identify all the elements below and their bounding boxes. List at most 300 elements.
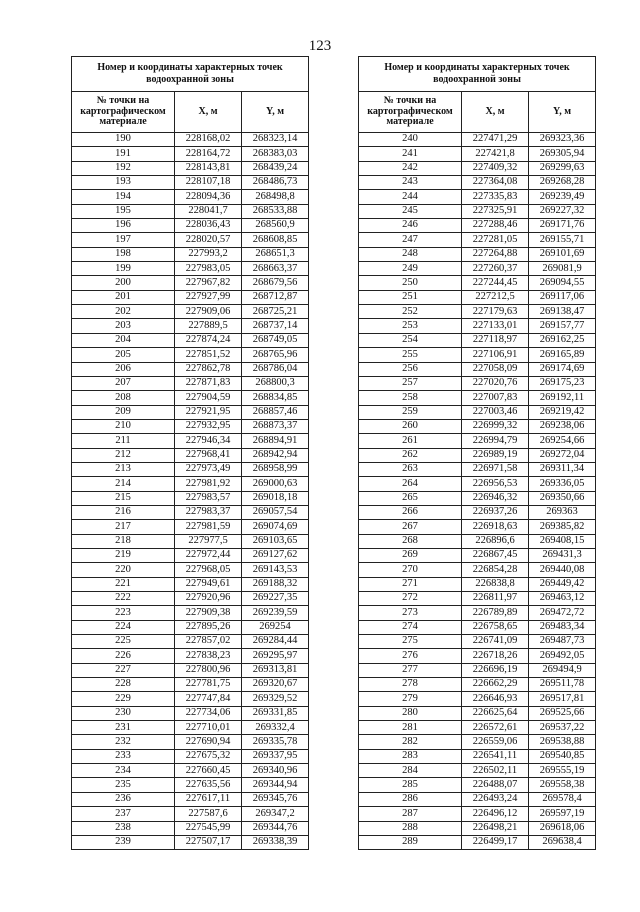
point-number-cell: 288	[359, 821, 462, 835]
point-number-cell: 208	[72, 391, 175, 405]
y-coordinate-cell: 269408,15	[529, 534, 596, 548]
y-coordinate-cell: 268679,56	[242, 276, 309, 290]
point-number-cell: 211	[72, 434, 175, 448]
x-header: X, м	[462, 92, 529, 133]
y-coordinate-cell: 269538,88	[529, 735, 596, 749]
table-row	[359, 348, 596, 362]
point-number-cell: 228	[72, 678, 175, 692]
y-coordinate-cell: 269165,89	[529, 348, 596, 362]
point-number-cell: 234	[72, 764, 175, 778]
y-coordinate-cell: 268834,85	[242, 391, 309, 405]
x-coordinate-cell: 227927,99	[175, 290, 242, 304]
x-coordinate-cell: 227058,09	[462, 362, 529, 376]
y-coordinate-cell: 269174,69	[529, 362, 596, 376]
table-row	[72, 749, 309, 763]
point-number-cell: 263	[359, 462, 462, 476]
point-number-cell: 193	[72, 176, 175, 190]
x-coordinate-cell: 227710,01	[175, 721, 242, 735]
point-number-cell: 232	[72, 735, 175, 749]
point-number-cell: 257	[359, 376, 462, 390]
table-body	[359, 133, 596, 850]
y-coordinate-cell: 269345,76	[242, 792, 309, 806]
point-number-cell: 249	[359, 262, 462, 276]
x-coordinate-cell: 227981,59	[175, 520, 242, 534]
point-number-cell: 239	[72, 835, 175, 849]
x-coordinate-cell: 226854,28	[462, 563, 529, 577]
x-coordinate-cell: 227968,41	[175, 448, 242, 462]
y-coordinate-cell: 269171,76	[529, 219, 596, 233]
x-coordinate-cell: 227260,37	[462, 262, 529, 276]
x-coordinate-cell: 226989,19	[462, 448, 529, 462]
y-coordinate-cell: 268323,14	[242, 133, 309, 147]
table-row	[359, 821, 596, 835]
table-row	[359, 391, 596, 405]
point-number-cell: 253	[359, 319, 462, 333]
y-coordinate-cell: 269525,66	[529, 706, 596, 720]
x-coordinate-cell: 227179,63	[462, 305, 529, 319]
y-coordinate-cell: 268533,88	[242, 204, 309, 218]
point-number-cell: 246	[359, 219, 462, 233]
x-coordinate-cell: 227968,05	[175, 563, 242, 577]
point-number-cell: 219	[72, 548, 175, 562]
table-row	[359, 305, 596, 319]
point-number-cell: 289	[359, 835, 462, 849]
table-row	[359, 434, 596, 448]
x-coordinate-cell: 227421,8	[462, 147, 529, 161]
y-coordinate-cell: 268857,46	[242, 405, 309, 419]
point-number-cell: 242	[359, 161, 462, 175]
table-row	[72, 233, 309, 247]
x-coordinate-cell: 226502,11	[462, 764, 529, 778]
table-row	[72, 563, 309, 577]
x-coordinate-cell: 228168,02	[175, 133, 242, 147]
x-coordinate-cell: 227471,29	[462, 133, 529, 147]
x-coordinate-cell: 226696,19	[462, 663, 529, 677]
table-row	[359, 735, 596, 749]
y-coordinate-cell: 268765,96	[242, 348, 309, 362]
point-number-cell: 236	[72, 792, 175, 806]
point-number-cell: 230	[72, 706, 175, 720]
y-coordinate-cell: 269329,52	[242, 692, 309, 706]
y-coordinate-cell: 269638,4	[529, 835, 596, 849]
table-row	[72, 778, 309, 792]
table-row	[72, 548, 309, 562]
x-coordinate-cell: 227635,56	[175, 778, 242, 792]
x-coordinate-cell: 226498,21	[462, 821, 529, 835]
y-coordinate-cell: 269094,55	[529, 276, 596, 290]
table-row	[72, 735, 309, 749]
table-row	[72, 319, 309, 333]
x-coordinate-cell: 227946,34	[175, 434, 242, 448]
point-number-cell: 204	[72, 333, 175, 347]
table-row	[359, 262, 596, 276]
x-coordinate-cell: 226971,58	[462, 462, 529, 476]
y-header: Y, м	[242, 92, 309, 133]
x-coordinate-cell: 227003,46	[462, 405, 529, 419]
point-number-cell: 279	[359, 692, 462, 706]
x-coordinate-cell: 226741,09	[462, 635, 529, 649]
y-coordinate-cell: 269431,3	[529, 548, 596, 562]
y-coordinate-cell: 268958,99	[242, 462, 309, 476]
table-row	[72, 462, 309, 476]
point-number-cell: 282	[359, 735, 462, 749]
point-number-cell: 197	[72, 233, 175, 247]
x-coordinate-cell: 226499,17	[462, 835, 529, 849]
point-number-cell: 235	[72, 778, 175, 792]
table-row	[72, 133, 309, 147]
x-coordinate-cell: 227335,83	[462, 190, 529, 204]
point-number-cell: 218	[72, 534, 175, 548]
y-coordinate-cell: 268725,21	[242, 305, 309, 319]
x-coordinate-cell: 227981,92	[175, 477, 242, 491]
x-coordinate-cell: 227983,05	[175, 262, 242, 276]
table-row	[359, 807, 596, 821]
x-coordinate-cell: 227862,78	[175, 362, 242, 376]
table-row	[72, 663, 309, 677]
y-coordinate-cell: 269295,97	[242, 649, 309, 663]
point-number-cell: 200	[72, 276, 175, 290]
x-coordinate-cell: 228036,43	[175, 219, 242, 233]
point-number-cell: 222	[72, 592, 175, 606]
table-row	[72, 348, 309, 362]
table-row	[72, 262, 309, 276]
point-number-cell: 256	[359, 362, 462, 376]
y-coordinate-cell: 268486,73	[242, 176, 309, 190]
point-number-cell: 226	[72, 649, 175, 663]
x-coordinate-cell: 227857,02	[175, 635, 242, 649]
y-coordinate-cell: 269449,42	[529, 577, 596, 591]
y-coordinate-cell: 268786,04	[242, 362, 309, 376]
table-row	[359, 419, 596, 433]
x-coordinate-cell: 228164,72	[175, 147, 242, 161]
y-coordinate-cell: 269227,32	[529, 204, 596, 218]
x-coordinate-cell: 227781,75	[175, 678, 242, 692]
y-coordinate-cell: 269331,85	[242, 706, 309, 720]
y-coordinate-cell: 269385,82	[529, 520, 596, 534]
x-coordinate-cell: 227020,76	[462, 376, 529, 390]
y-coordinate-cell: 269081,9	[529, 262, 596, 276]
x-coordinate-cell: 227507,17	[175, 835, 242, 849]
y-coordinate-cell: 269101,69	[529, 247, 596, 261]
y-coordinate-cell: 268894,91	[242, 434, 309, 448]
table-row	[72, 577, 309, 591]
y-coordinate-cell: 269337,95	[242, 749, 309, 763]
x-coordinate-cell: 227977,5	[175, 534, 242, 548]
point-number-cell: 252	[359, 305, 462, 319]
table-row	[72, 190, 309, 204]
table-row	[359, 692, 596, 706]
x-coordinate-cell: 227325,91	[462, 204, 529, 218]
x-coordinate-cell: 227993,2	[175, 247, 242, 261]
y-coordinate-cell: 268663,37	[242, 262, 309, 276]
table-row	[359, 276, 596, 290]
y-coordinate-cell: 268712,87	[242, 290, 309, 304]
table-row	[359, 448, 596, 462]
point-number-cell: 224	[72, 620, 175, 634]
y-coordinate-cell: 268608,85	[242, 233, 309, 247]
y-coordinate-cell: 269103,65	[242, 534, 309, 548]
table-body	[72, 133, 309, 850]
y-coordinate-cell: 269511,78	[529, 678, 596, 692]
table-row	[359, 462, 596, 476]
table-row	[72, 391, 309, 405]
point-number-cell: 265	[359, 491, 462, 505]
table-row	[359, 477, 596, 491]
table-row	[359, 764, 596, 778]
y-coordinate-cell: 269074,69	[242, 520, 309, 534]
point-number-cell: 205	[72, 348, 175, 362]
y-coordinate-cell: 269463,12	[529, 592, 596, 606]
point-number-cell: 248	[359, 247, 462, 261]
x-coordinate-cell: 227983,37	[175, 505, 242, 519]
table-row	[359, 835, 596, 849]
point-number-cell: 274	[359, 620, 462, 634]
point-number-cell: 223	[72, 606, 175, 620]
x-coordinate-cell: 227545,99	[175, 821, 242, 835]
table-row	[359, 491, 596, 505]
x-coordinate-cell: 227734,06	[175, 706, 242, 720]
x-coordinate-cell: 227904,59	[175, 391, 242, 405]
point-number-cell: 278	[359, 678, 462, 692]
point-number-cell: 206	[72, 362, 175, 376]
point-number-cell: 285	[359, 778, 462, 792]
y-coordinate-cell: 269117,06	[529, 290, 596, 304]
y-coordinate-cell: 269239,49	[529, 190, 596, 204]
y-header: Y, м	[529, 92, 596, 133]
table-row	[72, 592, 309, 606]
point-number-cell: 250	[359, 276, 462, 290]
x-coordinate-cell: 226496,12	[462, 807, 529, 821]
x-coordinate-cell: 227949,61	[175, 577, 242, 591]
y-coordinate-cell: 268942,94	[242, 448, 309, 462]
y-coordinate-cell: 269272,04	[529, 448, 596, 462]
point-number-cell: 241	[359, 147, 462, 161]
x-coordinate-cell: 228107,18	[175, 176, 242, 190]
point-number-cell: 192	[72, 161, 175, 175]
y-coordinate-cell: 269192,11	[529, 391, 596, 405]
point-number-cell: 277	[359, 663, 462, 677]
x-coordinate-cell: 227133,01	[462, 319, 529, 333]
coordinates-table-left	[71, 56, 309, 850]
y-coordinate-cell: 269138,47	[529, 305, 596, 319]
table-row	[359, 247, 596, 261]
point-number-header: № точки на картографическом материале	[359, 92, 462, 133]
x-coordinate-cell: 226918,63	[462, 520, 529, 534]
point-number-cell: 261	[359, 434, 462, 448]
table-row	[359, 161, 596, 175]
x-coordinate-cell: 227660,45	[175, 764, 242, 778]
y-coordinate-cell: 269597,19	[529, 807, 596, 821]
table-title: Номер и координаты характерных точек водоохранной зоны	[359, 57, 596, 92]
x-coordinate-cell: 227972,44	[175, 548, 242, 562]
x-coordinate-cell: 226937,26	[462, 505, 529, 519]
x-coordinate-cell: 228041,7	[175, 204, 242, 218]
x-coordinate-cell: 227264,88	[462, 247, 529, 261]
table-row	[72, 333, 309, 347]
x-coordinate-cell: 227909,38	[175, 606, 242, 620]
x-coordinate-cell: 226867,45	[462, 548, 529, 562]
y-coordinate-cell: 269057,54	[242, 505, 309, 519]
point-number-cell: 286	[359, 792, 462, 806]
point-number-cell: 262	[359, 448, 462, 462]
point-number-cell: 227	[72, 663, 175, 677]
table-row	[359, 362, 596, 376]
x-coordinate-cell: 227838,23	[175, 649, 242, 663]
table-row	[72, 448, 309, 462]
point-number-cell: 281	[359, 721, 462, 735]
y-coordinate-cell: 269018,18	[242, 491, 309, 505]
y-coordinate-cell: 269344,94	[242, 778, 309, 792]
table-row	[359, 749, 596, 763]
x-coordinate-cell: 226646,93	[462, 692, 529, 706]
y-coordinate-cell: 269239,59	[242, 606, 309, 620]
y-coordinate-cell: 269311,34	[529, 462, 596, 476]
point-number-cell: 268	[359, 534, 462, 548]
x-coordinate-cell: 226572,61	[462, 721, 529, 735]
y-coordinate-cell: 268439,24	[242, 161, 309, 175]
table-row	[359, 577, 596, 591]
table-row	[359, 563, 596, 577]
y-coordinate-cell: 269175,23	[529, 376, 596, 390]
table-row	[72, 362, 309, 376]
table-row	[72, 305, 309, 319]
table-row	[359, 534, 596, 548]
table-row	[359, 204, 596, 218]
table-row	[72, 219, 309, 233]
x-coordinate-cell: 227587,6	[175, 807, 242, 821]
table-row	[359, 778, 596, 792]
x-coordinate-cell: 226625,64	[462, 706, 529, 720]
table-row	[72, 204, 309, 218]
table-row	[72, 807, 309, 821]
x-coordinate-cell: 227851,52	[175, 348, 242, 362]
point-number-cell: 272	[359, 592, 462, 606]
y-coordinate-cell: 269492,05	[529, 649, 596, 663]
table-row	[72, 276, 309, 290]
x-coordinate-cell: 227617,11	[175, 792, 242, 806]
x-coordinate-cell: 226956,53	[462, 477, 529, 491]
point-number-cell: 225	[72, 635, 175, 649]
point-number-cell: 190	[72, 133, 175, 147]
point-number-cell: 269	[359, 548, 462, 562]
y-coordinate-cell: 269227,35	[242, 592, 309, 606]
table-row	[72, 247, 309, 261]
table-row	[72, 706, 309, 720]
x-coordinate-cell: 227409,32	[462, 161, 529, 175]
y-coordinate-cell: 268737,14	[242, 319, 309, 333]
y-coordinate-cell: 269335,78	[242, 735, 309, 749]
y-coordinate-cell: 269219,42	[529, 405, 596, 419]
y-coordinate-cell: 268749,05	[242, 333, 309, 347]
table-row	[359, 649, 596, 663]
table-row	[359, 548, 596, 562]
table-row	[72, 635, 309, 649]
table-row	[359, 592, 596, 606]
point-number-cell: 202	[72, 305, 175, 319]
y-coordinate-cell: 268560,9	[242, 219, 309, 233]
y-coordinate-cell: 269338,39	[242, 835, 309, 849]
point-number-cell: 238	[72, 821, 175, 835]
table-row	[72, 147, 309, 161]
point-number-cell: 273	[359, 606, 462, 620]
x-coordinate-cell: 227889,5	[175, 319, 242, 333]
table-row	[359, 721, 596, 735]
y-coordinate-cell: 269299,63	[529, 161, 596, 175]
point-number-cell: 240	[359, 133, 462, 147]
point-number-cell: 220	[72, 563, 175, 577]
y-coordinate-cell: 269336,05	[529, 477, 596, 491]
x-coordinate-cell: 226994,79	[462, 434, 529, 448]
y-coordinate-cell: 269340,96	[242, 764, 309, 778]
point-number-cell: 209	[72, 405, 175, 419]
y-coordinate-cell: 269162,25	[529, 333, 596, 347]
y-coordinate-cell: 269350,66	[529, 491, 596, 505]
x-coordinate-cell: 228143,81	[175, 161, 242, 175]
y-coordinate-cell: 269313,81	[242, 663, 309, 677]
y-coordinate-cell: 268651,3	[242, 247, 309, 261]
point-number-cell: 233	[72, 749, 175, 763]
y-coordinate-cell: 269254	[242, 620, 309, 634]
table-row	[359, 190, 596, 204]
point-number-cell: 247	[359, 233, 462, 247]
y-coordinate-cell: 269127,62	[242, 548, 309, 562]
point-number-cell: 243	[359, 176, 462, 190]
y-coordinate-cell: 269155,71	[529, 233, 596, 247]
y-coordinate-cell: 269238,06	[529, 419, 596, 433]
coordinates-table-right	[358, 56, 596, 850]
point-number-cell: 275	[359, 635, 462, 649]
x-coordinate-cell: 226493,24	[462, 792, 529, 806]
point-number-cell: 244	[359, 190, 462, 204]
point-number-cell: 254	[359, 333, 462, 347]
point-number-cell: 264	[359, 477, 462, 491]
y-coordinate-cell: 269558,38	[529, 778, 596, 792]
x-coordinate-cell: 227800,96	[175, 663, 242, 677]
point-number-cell: 276	[359, 649, 462, 663]
table-row	[72, 534, 309, 548]
point-number-cell: 214	[72, 477, 175, 491]
y-coordinate-cell: 269347,2	[242, 807, 309, 821]
y-coordinate-cell: 269537,22	[529, 721, 596, 735]
point-number-cell: 287	[359, 807, 462, 821]
x-coordinate-cell: 226559,06	[462, 735, 529, 749]
y-coordinate-cell: 269305,94	[529, 147, 596, 161]
x-coordinate-cell: 226999,32	[462, 419, 529, 433]
page-number: 123	[308, 38, 332, 54]
table-row	[72, 434, 309, 448]
table-row	[359, 405, 596, 419]
y-coordinate-cell: 268383,03	[242, 147, 309, 161]
x-coordinate-cell: 227007,83	[462, 391, 529, 405]
point-number-cell: 191	[72, 147, 175, 161]
point-number-header: № точки на картографическом материале	[72, 92, 175, 133]
x-coordinate-cell: 227932,95	[175, 419, 242, 433]
point-number-cell: 201	[72, 290, 175, 304]
point-number-cell: 251	[359, 290, 462, 304]
x-coordinate-cell: 226838,8	[462, 577, 529, 591]
y-coordinate-cell: 269254,66	[529, 434, 596, 448]
table-row	[359, 290, 596, 304]
point-number-cell: 231	[72, 721, 175, 735]
point-number-cell: 213	[72, 462, 175, 476]
table-row	[359, 147, 596, 161]
x-coordinate-cell: 226662,29	[462, 678, 529, 692]
x-coordinate-cell: 227106,91	[462, 348, 529, 362]
y-coordinate-cell: 269332,4	[242, 721, 309, 735]
x-coordinate-cell: 227288,46	[462, 219, 529, 233]
point-number-cell: 203	[72, 319, 175, 333]
table-row	[72, 821, 309, 835]
